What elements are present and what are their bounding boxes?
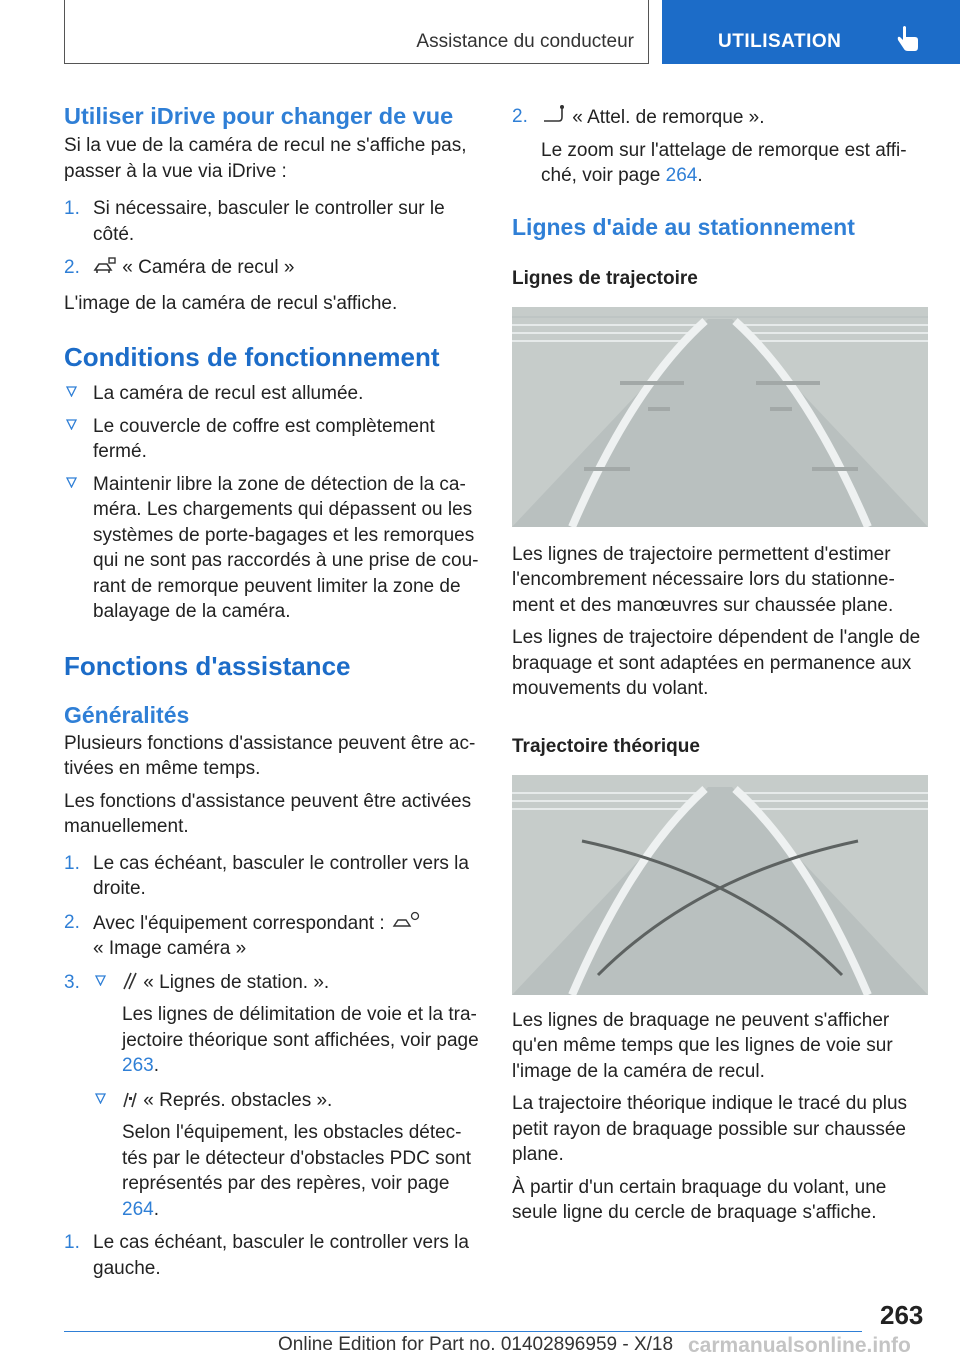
left-column (64, 100, 480, 1281)
header-chapter-box (64, 0, 649, 64)
footer-divider (64, 1331, 862, 1332)
heading-idrive: Utiliser iDrive pour changer de vue (64, 103, 454, 129)
para-theorique-1: Les lignes de braquage ne peuvent s'afficher qu'en même temps que les lignes de voie sur l'image de la caméra de recul. (512, 1009, 893, 1082)
watermark: carmanualsonline.info (688, 1334, 911, 1357)
heading-fonctions: Fonctions d'assistance (64, 650, 351, 681)
list-item: La caméra de recul est allumée. (64, 381, 480, 407)
para-general-2: Les fonctions d'assistance peuvent être activées manuellement. (64, 790, 472, 837)
heading-lignes: Lignes d'aide au stationnement (512, 213, 855, 240)
para-trajectoire-1: Les lignes de trajectoire permettent d'estimer l'encombrement nécessaire lors du stationne-ment et des manœuvres sur chaussée plane. (512, 543, 895, 616)
right-column (512, 100, 928, 1226)
list-item: 1. Si nécessaire, basculer le controller sur le côté. (64, 198, 445, 245)
heading-theorique: Trajectoire théorique (512, 735, 700, 757)
road-illustration (512, 775, 928, 995)
para-trajectoire-2: Les lignes de trajectoire dépendent de l'angle de braquage et sont adaptées en permanence aux mouvements du volant. (512, 627, 921, 699)
para-idrive: Si la vue de la caméra de recul ne s'affiche pas, passer à la vue via iDrive : (64, 135, 467, 182)
sub-item-lines: « Lignes de station. ». Les lignes de délimitation de voie et la tra-jectoire théorique sont affichées, voir page 263. (93, 970, 480, 1079)
section-title: UTILISATION (718, 31, 842, 52)
sub-item-obstacles: « Représ. obstacles ». Selon l'équipement, les obstacles détec-tés par le détecteur d'obstacles PDC sont représentés par des repères, voir page 264. (93, 1088, 480, 1223)
triangle-bullet-icon (66, 419, 77, 430)
trajectory-lines-image (512, 307, 928, 527)
list-item: Le couvercle de coffre est complètement fermé. (64, 414, 480, 465)
chapter-title: Assistance du conducteur (416, 31, 634, 52)
rear-camera-icon (93, 256, 117, 276)
para-theorique-2: La trajectoire théorique indique le tracé du plus petit rayon de braquage possible sur chaussée plane. (512, 1093, 908, 1165)
list-item: 2. « Attel. de remorque ». Le zoom sur l'attelage de remorque est affi-ché, voir page 264. (512, 106, 907, 186)
page-link-263[interactable]: 263 (122, 1055, 154, 1076)
camera-settings-icon (390, 910, 422, 932)
page-number: 263 (880, 1300, 924, 1330)
trailer-hitch-icon (541, 104, 567, 126)
heading-conditions: Conditions de fonctionnement (64, 342, 440, 372)
page-link-264[interactable]: 264 (665, 165, 698, 186)
theoretical-trajectory-image (512, 775, 928, 995)
triangle-bullet-icon (66, 386, 77, 397)
footer-edition: Online Edition for Part no. 01402896959 - X/18 (278, 1334, 674, 1355)
para-theorique-3: À partir d'un certain braquage du volant, une seule ligne du cercle de braquage s'affiche. (512, 1176, 887, 1223)
list-item: 3. « Lignes de station. ». Les lignes de délimitation de voie et la tra-jectoire théorique sont affichées, voir page 263. « Représ. obstacles ». Selon l'équipement, les obstacles détec-tés par le détecteur d'obstacles PDC sont représentés par des repères, voir page 264. (64, 970, 480, 1223)
list-item: Maintenir libre la zone de détection de la ca-méra. Les chargements qui dépassent ou les systèmes de porte-bagages et les remorques qui ne sont pas raccordés à une prise de cou-rant de remorque peuvent limiter la zone de balayage de la caméra. (64, 472, 480, 625)
header-section-box (662, 0, 960, 64)
page-link-264[interactable]: 264 (122, 1198, 154, 1220)
road-illustration (512, 307, 928, 527)
list-item: 2. « Caméra de recul » (64, 257, 295, 278)
triangle-bullet-icon (95, 975, 106, 986)
list-item: 2. Avec l'équipement correspondant : « Image caméra » (64, 910, 480, 962)
list-item: 1. Le cas échéant, basculer le controller vers la droite. (64, 852, 469, 899)
obstacle-marker-icon (122, 1089, 138, 1109)
parking-lines-icon (122, 971, 138, 991)
hand-pointer-icon (895, 25, 921, 53)
list-item: 1. Le cas échéant, basculer le controller vers la gauche. (64, 1232, 469, 1279)
heading-generalites: Généralités (64, 701, 190, 728)
para-general-1: Plusieurs fonctions d'assistance peuvent être ac-tivées en même temps. (64, 732, 476, 779)
para-image-shown: L'image de la caméra de recul s'affiche. (64, 292, 398, 314)
heading-trajectoire: Lignes de trajectoire (512, 267, 698, 289)
triangle-bullet-icon (66, 477, 77, 488)
triangle-bullet-icon (95, 1093, 106, 1104)
